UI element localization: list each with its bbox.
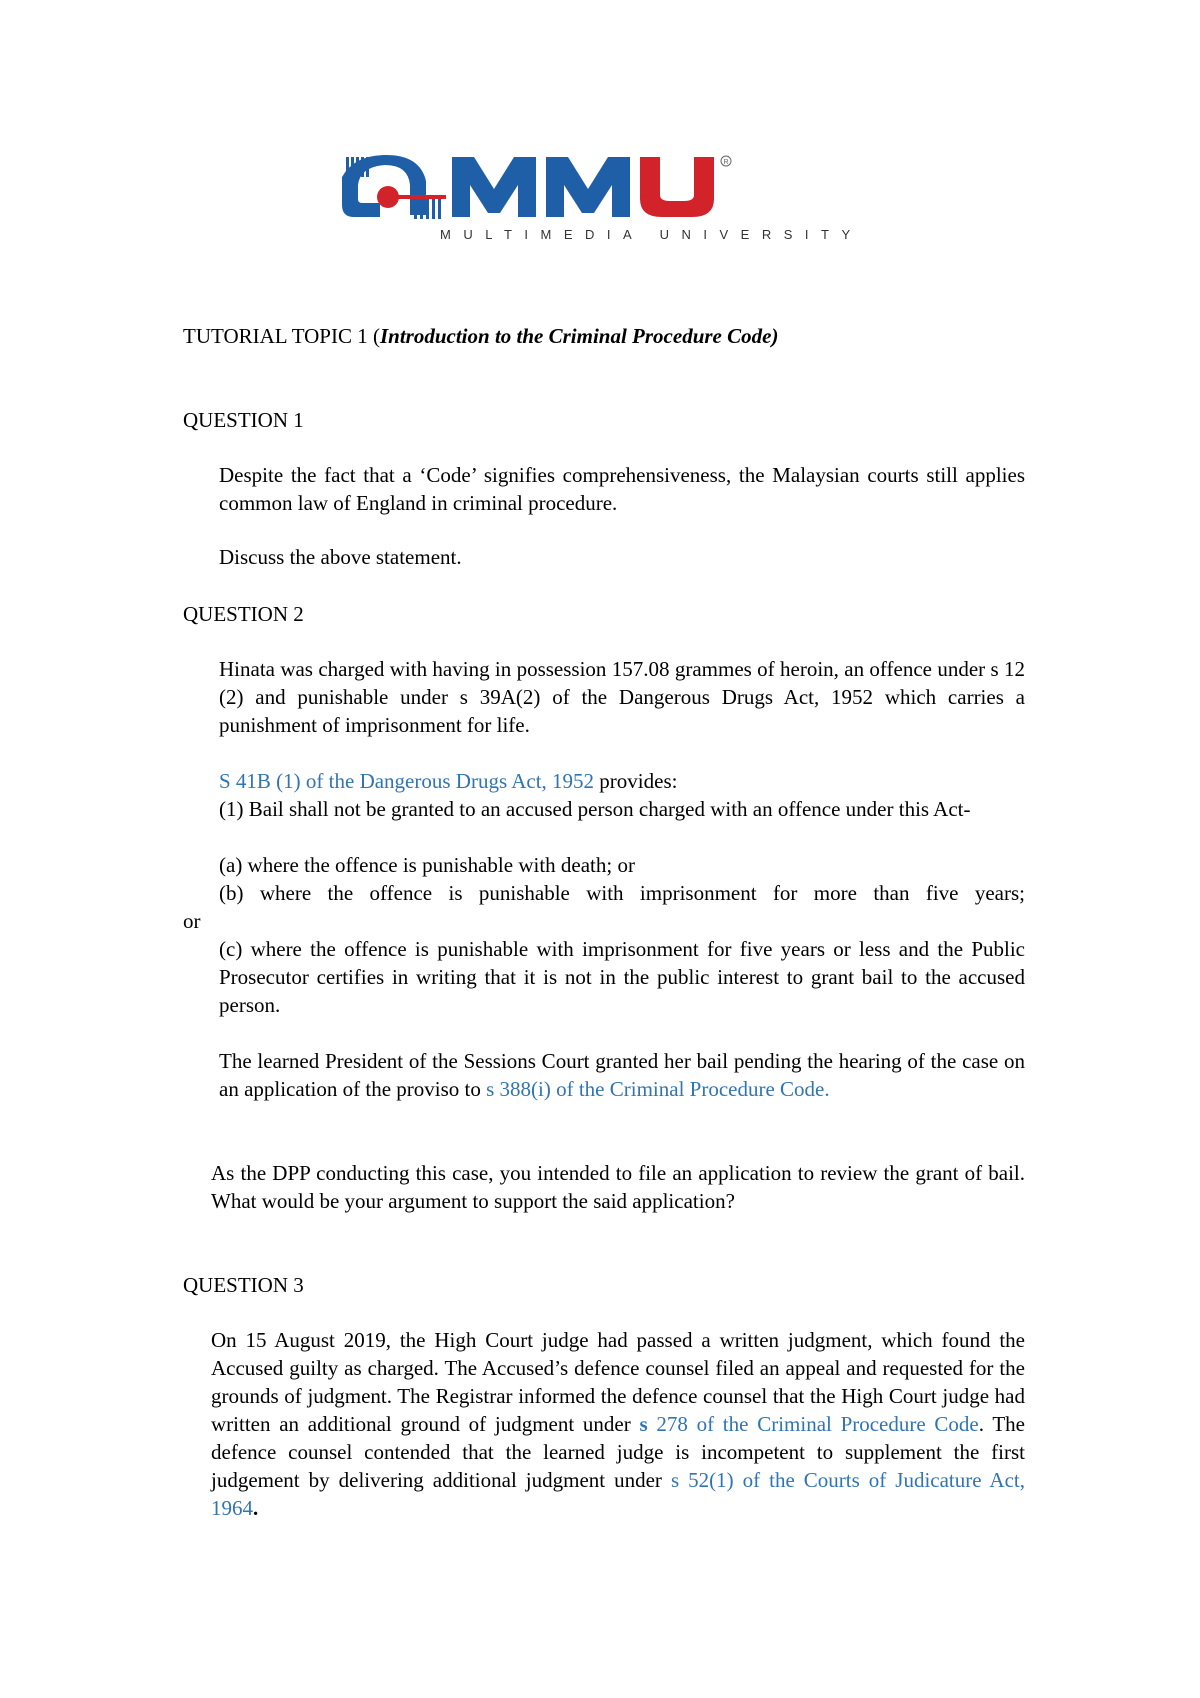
document-title: TUTORIAL TOPIC 1 (Introduction to the Criminal Procedure Code) [183, 324, 779, 348]
question-3-heading: QUESTION 3 [183, 1273, 304, 1297]
logo-tagline: MULTIMEDIA UNIVERSITY [440, 227, 863, 242]
statute-intro: S 41B (1) of the Dangerous Drugs Act, 1952 provides: [219, 769, 678, 793]
statute-link-s278[interactable]: 278 of the Criminal Procedure Code [647, 1412, 979, 1436]
statute-link-s52[interactable]: s 52(1) of the Courts of Judicature Act, 1964 [211, 1468, 1025, 1520]
statute-or: or [183, 909, 201, 933]
question-1-paragraph: Despite the fact that a ‘Code’ signifies comprehensiveness, the Malaysian courts still applies common law of England in criminal procedure. [219, 463, 1025, 515]
statute-item-b: (b) where the offence is punishable with imprisonment for more than five years; [219, 881, 1025, 905]
question-1-heading: QUESTION 1 [183, 408, 304, 432]
question-2-heading: QUESTION 2 [183, 602, 304, 626]
statute-link-s41b[interactable]: S 41B (1) of the Dangerous Drugs Act, 1952 [219, 769, 595, 793]
statute-item-a: (a) where the offence is punishable with death; or [219, 853, 635, 877]
question-1-instruction: Discuss the above statement. [219, 545, 462, 569]
question-2-bail-paragraph: The learned President of the Sessions Court granted her bail pending the hearing of the case on an application of the proviso to s 388(i) of the Criminal Procedure Code. [219, 1049, 1025, 1101]
statute-link-s388[interactable]: s 388(i) of the Criminal Procedure Code. [486, 1077, 830, 1101]
statute-link-s[interactable]: s [639, 1412, 648, 1436]
statute-item-c: (c) where the offence is punishable with imprisonment for five years or less and the Public Prosecutor certifies in writing that it is not in the public interest to grant bail to the accused person. [219, 937, 1025, 1017]
question-3-paragraph: On 15 August 2019, the High Court judge had passed a written judgment, which found the Accused guilty as charged. The Accused’s defence counsel filed an appeal and requested for the grounds of judgment. The Registrar informed the defence counsel that the High Court judge had written an additional ground of judgment under s 278 of the Criminal Procedure Code. The defence counsel contended that the learned judge is incompetent to supplement the first judgement by delivering additional judgment under s 52(1) of the Courts of Judicature Act, 1964. [211, 1328, 1025, 1520]
svg-text:R: R [723, 159, 729, 166]
question-2-task: As the DPP conducting this case, you intended to file an application to review the grant of bail. What would be your argument to support the said application? [211, 1161, 1025, 1213]
question-2-facts: Hinata was charged with having in possession 157.08 grammes of heroin, an offence under s 12 (2) and punishable under s 39A(2) of the Dangerous Drugs Act, 1952 which carries a punishment of imprisonment for life. [219, 657, 1025, 737]
statute-item-1: (1) Bail shall not be granted to an accused person charged with an offence under this Act- [219, 797, 971, 821]
